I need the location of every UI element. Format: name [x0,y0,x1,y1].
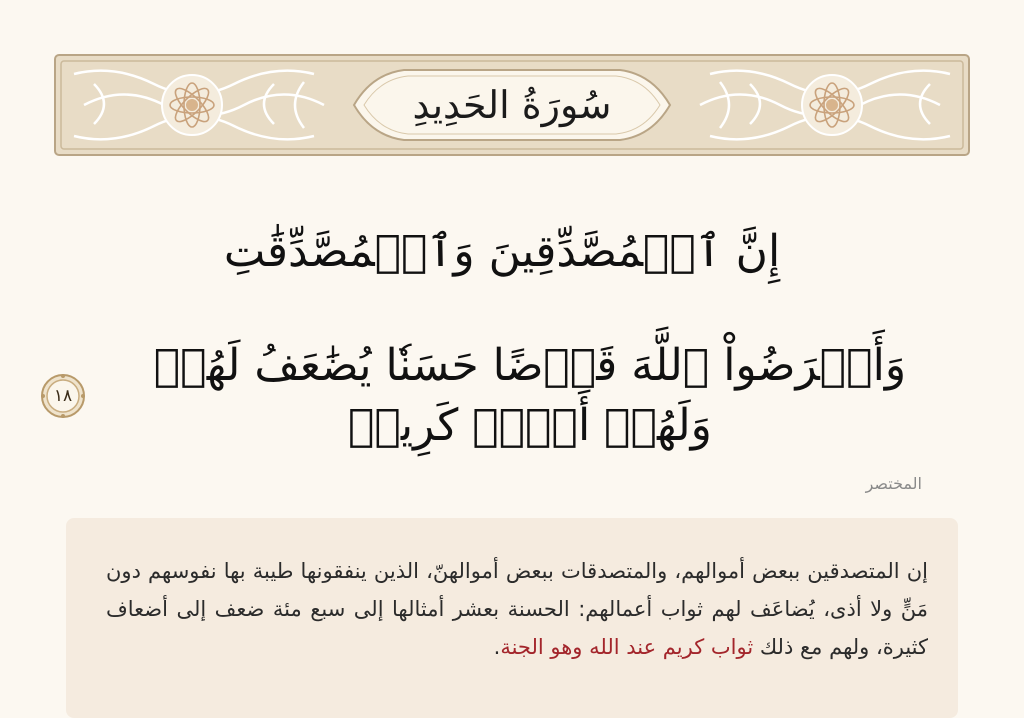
tafsir-text-body: إن المتصدقين ببعض أموالهم، والمتصدقات ببعض أموالهنّ، الذين ينفقونها طيبة بها نفوسهم دون مَنٍّ ولا أذى، يُضاعَف لهم ثواب أعمالهم: الحسنة بعشر أمثالها إلى سبع مئة ضعف إلى أضعاف كثيرة، ولهم مع ذلك [106,559,928,659]
tafsir-source-label: المختصر [865,474,922,493]
surah-header-banner [54,54,970,156]
verse-line-1[interactable]: إِنَّ ٱلۡمُصَّدِّقِينَ وَٱلۡمُصَّدِّقَٰتِ [223,226,781,277]
tafsir-highlight: ثواب كريم عند الله وهو الجنة [500,635,754,659]
tafsir-text-end: . [493,635,501,659]
tafsir-text [106,552,928,666]
verse-line-2-text: وَأَقۡرَضُواْ ٱللَّهَ قَرۡضًا حَسَنٗا يُضَٰعَفُ لَهُمۡ وَلَهُمۡ أَجۡرٞ كَرِيمٞ [153,340,907,451]
surah-title: سُورَةُ الحَدِيدِ [412,83,612,127]
tafsir-box [66,518,958,718]
ayah-number: ١٨ [53,386,73,406]
ayah-number-marker [40,373,86,419]
verse-line-2[interactable] [40,336,964,456]
